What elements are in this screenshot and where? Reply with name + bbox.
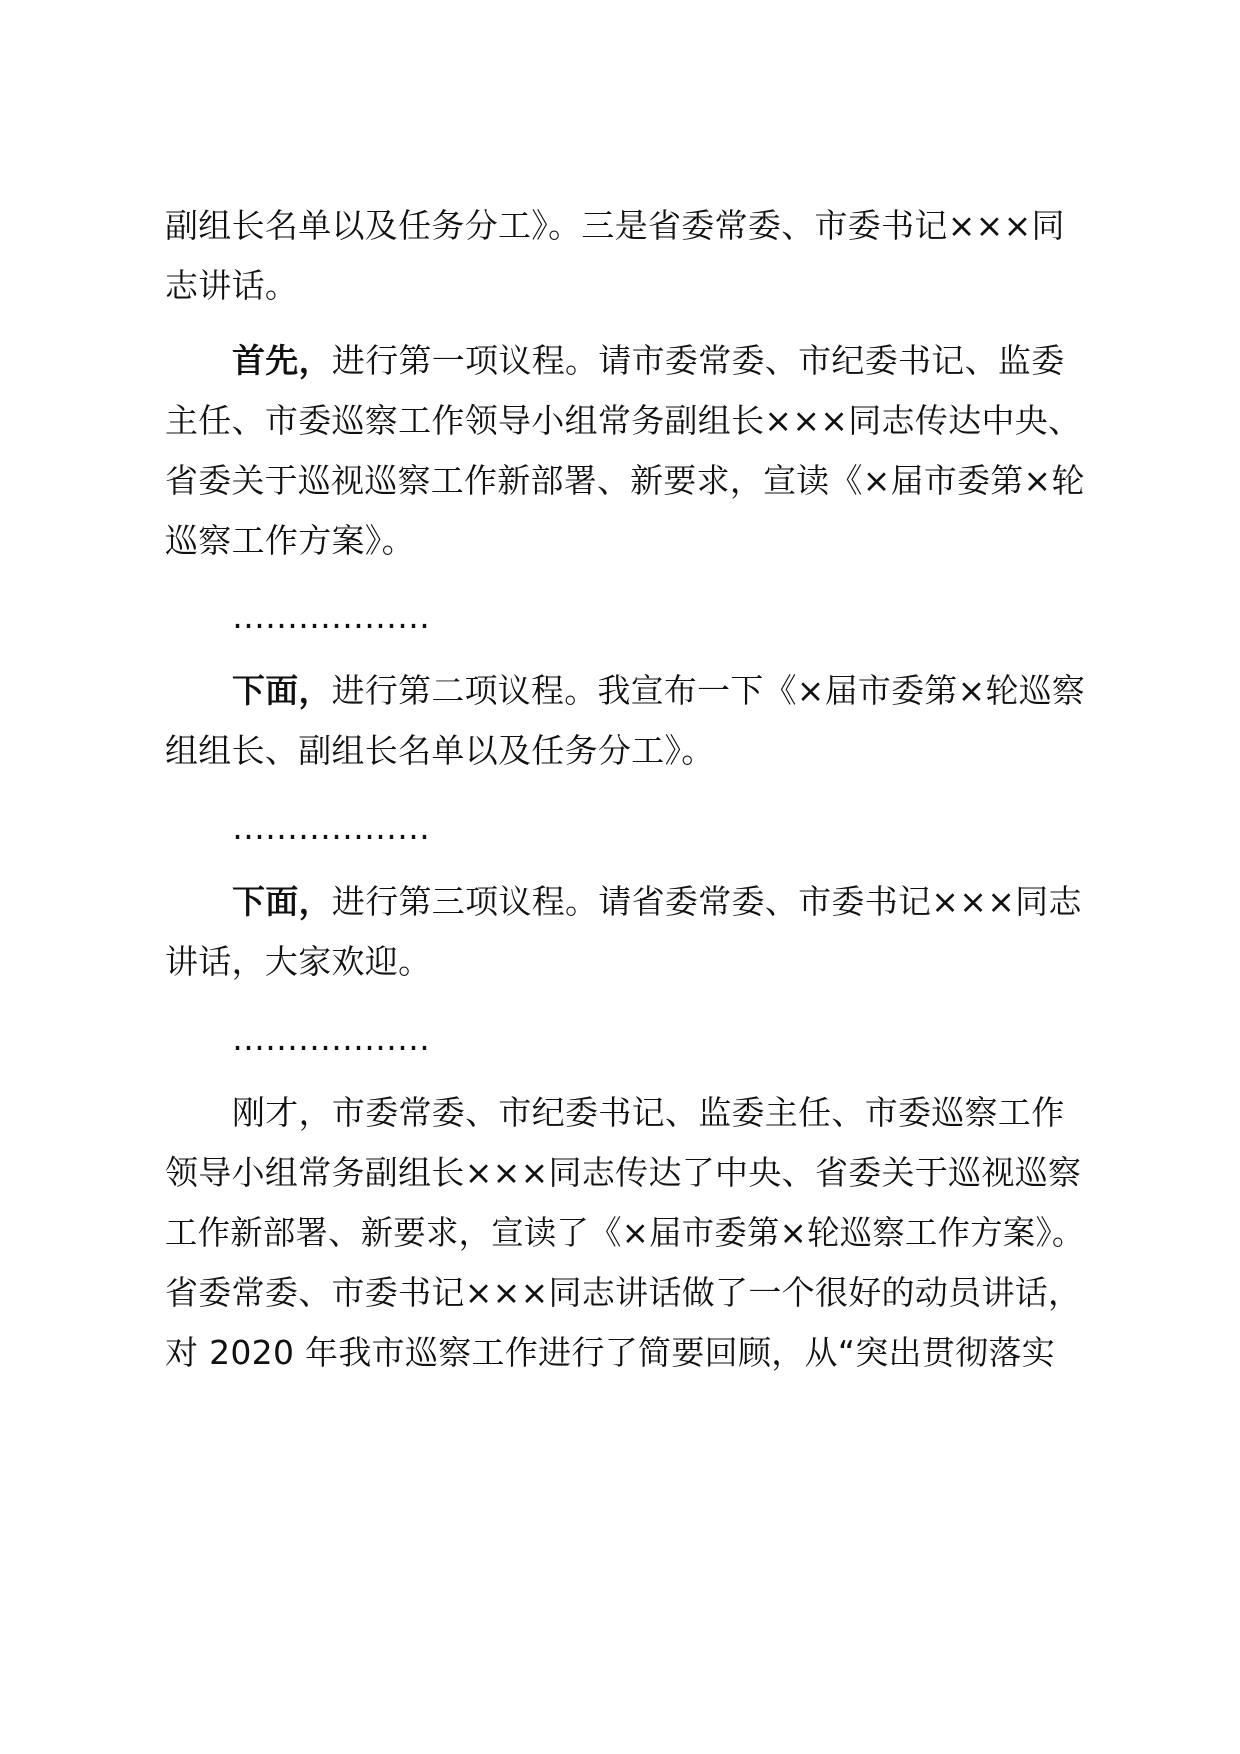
lead-phrase: 下面， bbox=[232, 671, 332, 710]
text-line: 工作新部署、新要求，宣读了《×届市委第×轮巡察工作方案》。 bbox=[165, 1213, 1085, 1252]
text-line: 组组长、副组长名单以及任务分工》。 bbox=[165, 731, 715, 770]
text-line: 对 2020 年我市巡察工作进行了简要回顾，从“突出贯彻落实 bbox=[165, 1333, 1056, 1372]
paragraph-first-line bbox=[232, 882, 1082, 922]
text-run: 进行第二项议程。我宣布一下《×届市委第×轮巡察 bbox=[331, 671, 1086, 710]
text-line: 领导小组常务副组长×××同志传达了中央、省委关于巡视巡察 bbox=[165, 1153, 1082, 1192]
ellipsis-line: ……………… bbox=[232, 1019, 430, 1058]
lead-phrase: 首先， bbox=[232, 341, 332, 380]
text-run: 进行第三项议程。请省委常委、市委书记×××同志 bbox=[331, 882, 1082, 921]
text-line: 志讲话。 bbox=[165, 266, 299, 305]
text-line: 省委关于巡视巡察工作新部署、新要求，宣读《×届市委第×轮 bbox=[165, 461, 1085, 500]
text-run: 进行第一项议程。请市委常委、市纪委书记、监委 bbox=[331, 341, 1065, 380]
document-page bbox=[165, 0, 1085, 1754]
text-line: 主任、市委巡察工作领导小组常务副组长×××同志传达中央、 bbox=[165, 401, 1082, 440]
ellipsis-line: ……………… bbox=[232, 597, 430, 636]
text-line: 巡察工作方案》。 bbox=[165, 521, 415, 560]
paragraph-first-line: 刚才，市委常委、市纪委书记、监委主任、市委巡察工作 bbox=[232, 1093, 1065, 1132]
text-line: 讲话，大家欢迎。 bbox=[165, 942, 432, 981]
paragraph-first-line bbox=[232, 341, 1065, 381]
paragraph-first-line bbox=[232, 671, 1085, 711]
lead-phrase: 下面， bbox=[232, 882, 332, 921]
text-line: 省委常委、市委书记×××同志讲话做了一个很好的动员讲话， bbox=[165, 1273, 1082, 1312]
ellipsis-line: ……………… bbox=[232, 808, 430, 847]
text-line: 副组长名单以及任务分工》。三是省委常委、市委书记×××同 bbox=[165, 206, 1065, 245]
